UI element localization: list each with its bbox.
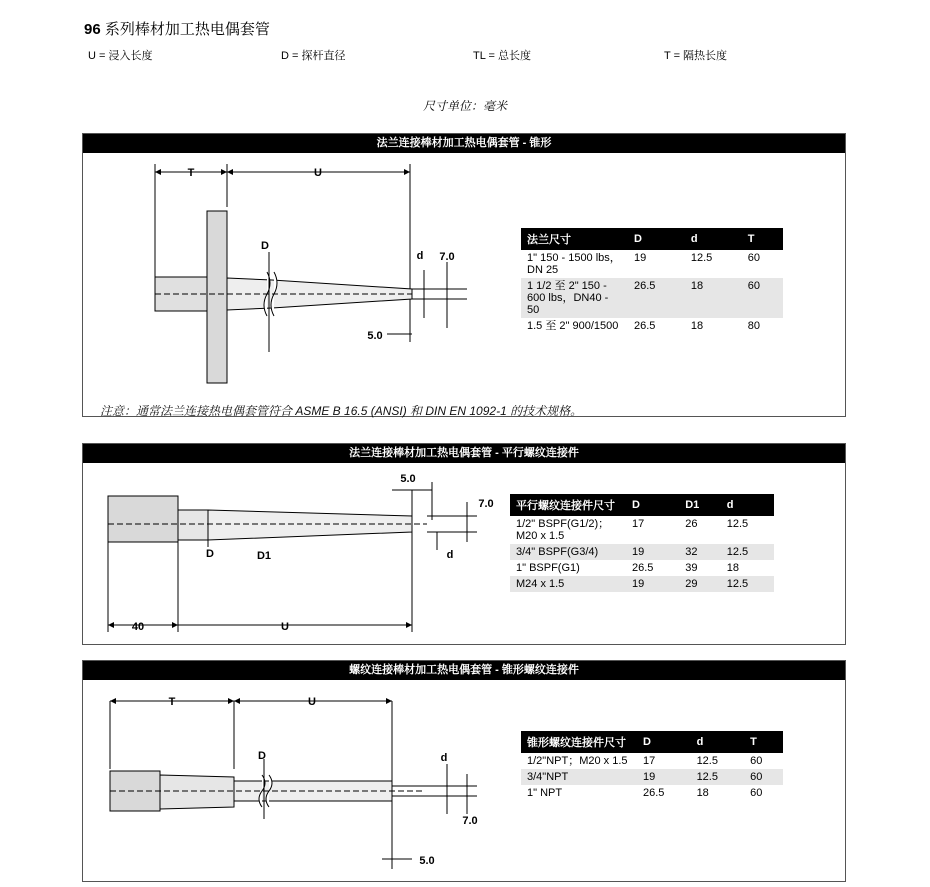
label-5: 5.0 [400,473,416,485]
label-d-small: d [446,549,454,561]
th-D: D [628,228,685,250]
th-T: T [744,731,783,753]
legend-u: U = 浸入长度 [88,50,153,62]
th-D: D [626,494,679,516]
th-d: d [721,494,774,516]
label-7: 7.0 [478,498,494,510]
legend-d: D = 探杆直径 [281,50,346,62]
label-7: 7.0 [462,815,478,827]
compliance-note: 注意：通常法兰连接热电偶套管符合 ASME B 16.5 (ANSI) 和 DIN EN 1092-1 的技术规格。 [100,404,583,418]
table-row: 1 1/2 至 2" 150 - 600 lbs，DN40 - 50 26.5 18 60 [521,278,783,318]
th-d: d [685,228,742,250]
table-row: 1" 150 - 1500 lbs，DN 25 19 12.5 60 [527,252,760,276]
th-size: 锥形螺纹连接件尺寸 [521,731,637,753]
unit-note: 尺寸单位：毫米 [422,99,507,113]
legend-tl: TL = 总长度 [473,50,531,62]
table-row: 3/4" BSPF(G3/4) 19 32 12.5 [510,544,774,560]
label-u: U [308,696,316,708]
th-D1: D1 [679,494,721,516]
section-header: 法兰连接棒材加工热电偶套管 - 锥形 [83,134,845,153]
label-d-big: D [258,750,266,762]
page-title [84,18,270,39]
label-5: 5.0 [367,330,383,342]
label-t: T [187,167,195,179]
label-d-big: D [261,240,269,252]
label-40: 40 [131,621,145,633]
table-row: 1" NPT 26.5 18 60 [527,787,763,799]
th-T: T [742,228,783,250]
table-row: M24 x 1.5 19 29 12.5 [510,576,774,592]
label-d-big: D [206,548,214,560]
label-d-small: d [416,250,424,262]
section-header: 螺纹连接棒材加工热电偶套管 - 锥形螺纹连接件 [83,661,845,680]
table-flange-sizes [521,228,783,334]
th-d: d [691,731,745,753]
table-row: 1/2" BSPF(G1/2)；M20 x 1.5 17 26 12.5 [516,518,749,542]
label-u: U [314,167,322,179]
label-t: T [168,696,176,708]
table-tapered-thread-sizes [521,731,783,801]
label-d-small: d [440,752,448,764]
th-size: 法兰尺寸 [521,228,628,250]
label-7: 7.0 [439,251,455,263]
th-size: 平行螺纹连接件尺寸 [510,494,626,516]
table-row: 1.5 至 2" 900/1500 26.5 18 80 [527,320,760,332]
table-row: 1/2"NPT；M20 x 1.5 17 12.5 60 [527,755,763,767]
title-number: 96 [84,21,101,38]
title-text: 系列棒材加工热电偶套管 [104,20,270,38]
table-parallel-thread-sizes [510,494,774,592]
label-5: 5.0 [419,855,435,867]
label-d1: D1 [256,550,272,562]
section-header: 法兰连接棒材加工热电偶套管 - 平行螺纹连接件 [83,444,845,463]
table-row: 1" BSPF(G1) 26.5 39 18 [516,562,739,574]
th-D: D [637,731,691,753]
legend-t: T = 隔热长度 [664,50,728,62]
label-u: U [281,621,289,633]
table-row: 3/4"NPT 19 12.5 60 [521,769,783,785]
